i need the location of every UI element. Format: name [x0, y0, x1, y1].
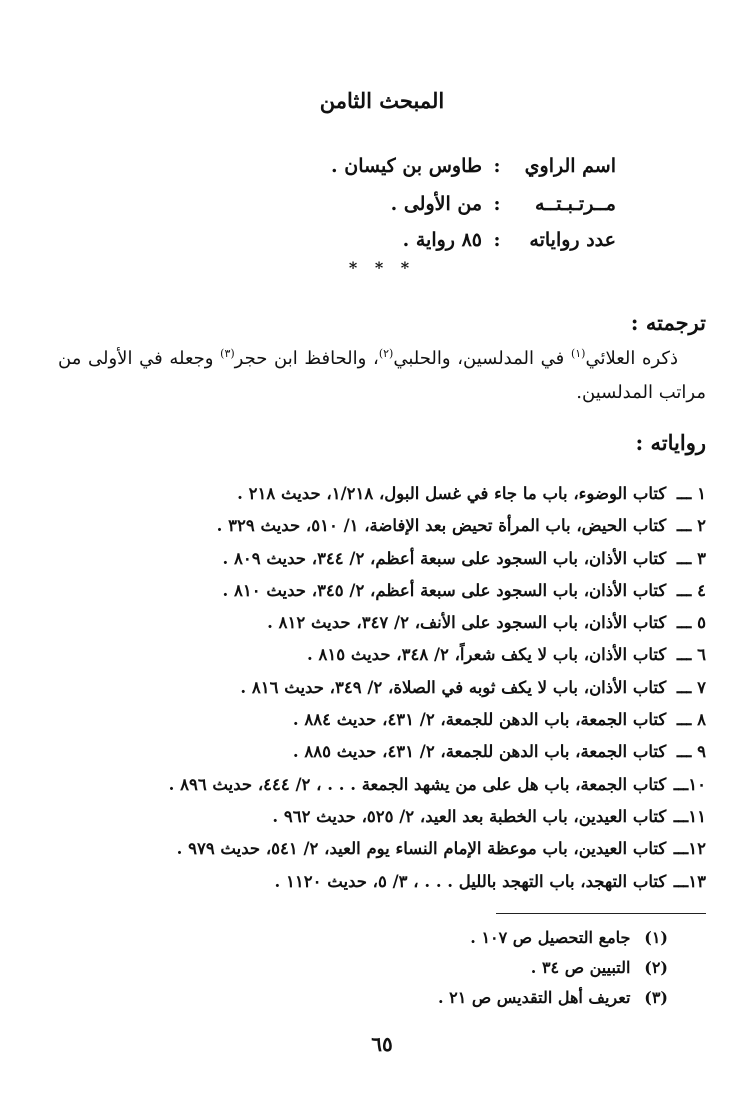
list-item [58, 736, 706, 768]
item-number: ١٣ـــ [673, 871, 706, 891]
item-text: كتاب التهجد، باب التهجد بالليل . . . ، ٣/ ٥، حديث ١١٢٠ . [274, 871, 667, 891]
item-number: ٨ ـــ [676, 710, 706, 730]
footnote-ref: (٣) [220, 347, 235, 360]
narrations-heading: رواياته : [635, 430, 706, 455]
biography-heading: ترجمته : [630, 310, 706, 335]
item-number: ١٠ـــ [673, 774, 706, 794]
list-item [58, 866, 706, 898]
page-number: ٦٥ [371, 1032, 393, 1056]
list-item [58, 478, 706, 510]
item-text: كتاب الأذان، باب لا يكف ثوبه في الصلاة، ٢/ ٣٤٩، حديث ٨١٦ . [240, 677, 667, 697]
item-text: كتاب الأذان، باب السجود على سبعة أعظم، ٢/ ٣٤٥، حديث ٨١٠ . [222, 580, 667, 600]
footnote-number: (١) [644, 928, 668, 947]
item-text: كتاب الحيض، باب المرأة تحيض بعد الإفاضة، ١/ ٥١٠، حديث ٣٢٩ . [216, 516, 667, 536]
biography-text: ، والحافظ ابن حجر [234, 348, 379, 369]
section-title: المبحث الثامن [319, 88, 445, 113]
info-label: عدد رواياته [529, 229, 616, 251]
list-item [58, 639, 706, 671]
list-item [58, 543, 706, 575]
footnote-ref: (٢) [378, 347, 394, 360]
biography-text: وجعله في الأولى من مراتب المدلسين. [58, 348, 706, 403]
info-value: طاوس بن كيسان . [331, 155, 482, 177]
footnote-number: (٣) [644, 988, 668, 1007]
narrations-list [58, 478, 706, 898]
item-number: ٧ ـــ [676, 677, 706, 697]
book-page [58, 0, 706, 1100]
item-number: ٩ ـــ [676, 742, 706, 762]
footnote-text: التبيين ص ٣٤ . [530, 958, 631, 977]
info-label: مــرتـبـتــه [534, 193, 616, 215]
footnote-ref: (١) [570, 347, 586, 360]
footnote [58, 983, 706, 1013]
biography-text: ذكره العلائي [585, 348, 678, 369]
item-text: كتاب الجمعة، باب الدهن للجمعة، ٢/ ٤٣١، حديث ٨٨٥ . [292, 742, 667, 762]
item-text: كتاب الأذان، باب لا يكف شعراً، ٢/ ٣٤٨، حديث ٨١٥ . [307, 645, 667, 665]
item-text: كتاب الأذان، باب السجود على الأنف، ٢/ ٣٤٧، حديث ٨١٢ . [267, 613, 667, 633]
list-item [58, 769, 706, 801]
item-number: ٤ ـــ [676, 580, 706, 600]
list-item [58, 672, 706, 704]
footnote-number: (٢) [644, 958, 668, 977]
info-value: من الأولى . [390, 193, 482, 215]
info-row-name [331, 148, 616, 184]
footnotes [58, 923, 706, 1013]
item-number: ١٢ـــ [673, 839, 706, 859]
item-number: ٢ ـــ [676, 516, 706, 536]
info-row-rank [391, 186, 616, 222]
item-number: ١١ـــ [673, 806, 706, 826]
item-number: ٣ ـــ [676, 548, 706, 568]
info-colon: : [493, 155, 501, 177]
list-item [58, 704, 706, 736]
footnote-text: تعريف أهل التقديس ص ٢١ . [437, 988, 631, 1007]
item-text: كتاب العيدين، باب الخطبة بعد العيد، ٢/ ٥٢٥، حديث ٩٦٢ . [272, 806, 667, 826]
footnote [58, 953, 706, 983]
list-item [58, 607, 706, 639]
info-colon: : [493, 229, 501, 251]
footnote [58, 923, 706, 953]
footnote-text: جامع التحصيل ص ١٠٧ . [470, 928, 631, 947]
item-text: كتاب الأذان، باب السجود على سبعة أعظم، ٢/ ٣٤٤، حديث ٨٠٩ . [222, 548, 667, 568]
info-colon: : [493, 193, 501, 215]
list-item [58, 510, 706, 542]
item-text: كتاب الوضوء، باب ما جاء في غسل البول، ١/٢١٨، حديث ٢١٨ . [237, 484, 667, 503]
list-item [58, 575, 706, 607]
item-text: كتاب الجمعة، باب هل على من يشهد الجمعة . . . ، ٢/ ٤٤٤، حديث ٨٩٦ . [168, 774, 667, 794]
info-row-count [403, 222, 616, 258]
item-text: كتاب العيدين، باب موعظة الإمام النساء يوم العيد، ٢/ ٥٤١، حديث ٩٧٩ . [176, 839, 667, 859]
item-number: ٦ ـــ [676, 645, 706, 665]
biography-text: في المدلسين، والحلبي [393, 348, 571, 369]
separator-stars: * * * [348, 258, 416, 277]
item-number: ٥ ـــ [676, 613, 706, 633]
info-label: اسم الراوي [524, 155, 616, 177]
biography-paragraph [58, 342, 706, 410]
item-text: كتاب الجمعة، باب الدهن للجمعة، ٢/ ٤٣١، حديث ٨٨٤ . [292, 710, 667, 730]
list-item [58, 833, 706, 865]
info-value: ٨٥ رواية . [402, 229, 482, 251]
list-item [58, 801, 706, 833]
item-number: ١ ـــ [676, 484, 706, 503]
footnote-divider [496, 913, 706, 914]
